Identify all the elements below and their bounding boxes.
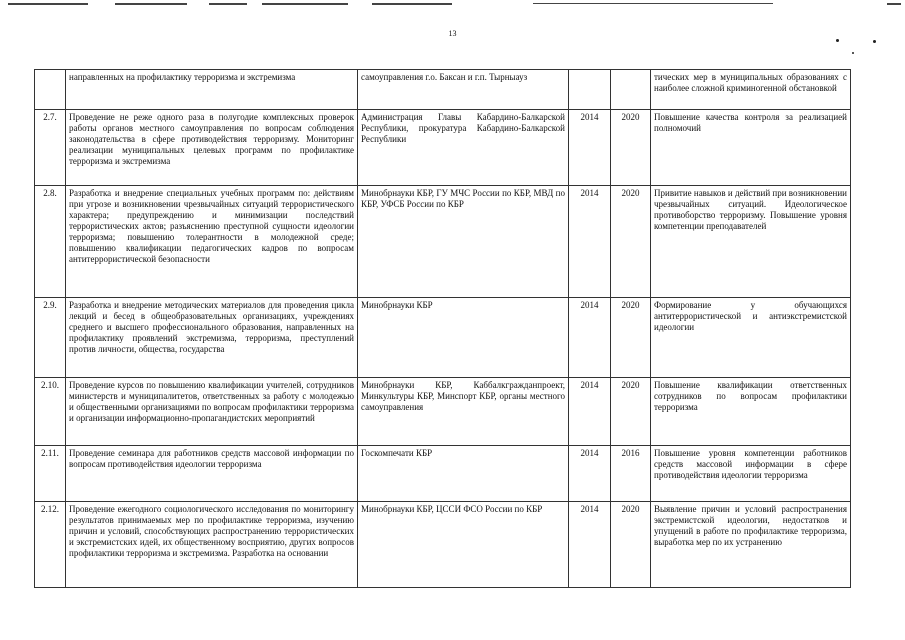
result-text: Формирование у обучающихся антитеррористической и антиэкстремистской идеологии bbox=[651, 298, 851, 378]
table-row bbox=[35, 446, 851, 502]
item-number: 2.12. bbox=[35, 502, 66, 588]
result-text: Повышение качества контроля за реализацией полномочий bbox=[651, 110, 851, 186]
item-number: 2.11. bbox=[35, 446, 66, 502]
scan-artifact-line bbox=[372, 3, 452, 5]
item-number: 2.8. bbox=[35, 186, 66, 298]
start-year: 2014 bbox=[569, 446, 611, 502]
executors-text: Минобрнауки КБР, ЦССИ ФСО России по КБР bbox=[358, 502, 569, 588]
scan-artifact-line bbox=[115, 3, 187, 5]
measure-text: направленных на профилактику терроризма и экстремизма bbox=[66, 70, 358, 110]
end-year: 2020 bbox=[611, 378, 651, 446]
measure-text: Разработка и внедрение методических материалов для проведения цикла лекций и бесед в общеобразовательных организациях, учреждениях среднего и высшего профессионального образования, направленных на профилактику проявлений экстремизма, терроризма, преступлений против личности, общества, государства bbox=[66, 298, 358, 378]
scan-artifact-line bbox=[209, 3, 247, 5]
end-year: 2020 bbox=[611, 298, 651, 378]
end-year: 2016 bbox=[611, 446, 651, 502]
item-number: 2.7. bbox=[35, 110, 66, 186]
result-text: Повышение уровня компетенции работников средств массовой информации в сфере противодействия идеологии терроризма bbox=[651, 446, 851, 502]
table-row bbox=[35, 70, 851, 110]
measure-text: Разработка и внедрение специальных учебных программ по: действиям при угрозе и возникновении чрезвычайных ситуаций террористического характера; предупреждению и минимизации последствий террористических актов; разъяснению преступной сущности идеологии терроризма; повышению толерантности в молодежной среде; повышению квалификации педагогических кадров по вопросам антитеррористической безопасности bbox=[66, 186, 358, 298]
scan-artifact-line bbox=[533, 3, 773, 4]
executors-text: Минобрнауки КБР, Каббалкгражданпроект, Минкультуры КБР, Минспорт КБР, органы местного самоуправления bbox=[358, 378, 569, 446]
table-row bbox=[35, 502, 851, 588]
executors-text: Минобрнауки КБР bbox=[358, 298, 569, 378]
start-year: 2014 bbox=[569, 110, 611, 186]
end-year: 2020 bbox=[611, 186, 651, 298]
item-number: 2.9. bbox=[35, 298, 66, 378]
result-text: Выявление причин и условий распространения экстремистской идеологии, недостатков и упущений в работе по профилактике терроризма, выработка мер по их устранению bbox=[651, 502, 851, 588]
scan-dot bbox=[852, 52, 854, 54]
start-year: 2014 bbox=[569, 378, 611, 446]
executors-text: Администрация Главы Кабардино-Балкарской Республики, прокуратура Кабардино-Балкарской Республики bbox=[358, 110, 569, 186]
scan-dot bbox=[873, 40, 876, 43]
start-year: 2014 bbox=[569, 186, 611, 298]
executors-text: самоуправления г.о. Баксан и г.п. Тырныауз bbox=[358, 70, 569, 110]
table-row bbox=[35, 110, 851, 186]
page-number: 13 bbox=[448, 29, 457, 38]
measure-text: Проведение семинара для работников средств массовой информации по вопросам противодействия идеологии терроризма bbox=[66, 446, 358, 502]
start-year: 2014 bbox=[569, 298, 611, 378]
table-row bbox=[35, 298, 851, 378]
start-year: 2014 bbox=[569, 502, 611, 588]
table-row bbox=[35, 186, 851, 298]
table-row bbox=[35, 378, 851, 446]
measure-text: Проведение не реже одного раза в полугодие комплексных проверок работы органов местного самоуправления по вопросам соблюдения законодательства в сфере противодействия терроризму. Мониторинг реализации муниципальных целевых программ по профилактике терроризма и экстремизма bbox=[66, 110, 358, 186]
measure-text: Проведение курсов по повышению квалификации учителей, сотрудников министерств и муниципалитетов, ответственных за работу с молодежью и общественными организациями по вопросам профилактики терроризма и организации информационно-пропагандистских мероприятий bbox=[66, 378, 358, 446]
result-text: Привитие навыков и действий при возникновении чрезвычайных ситуаций. Идеологическое противоборство терроризму. Повышение уровня компетенции преподавателей bbox=[651, 186, 851, 298]
start-year bbox=[569, 70, 611, 110]
scan-dot bbox=[836, 39, 839, 42]
result-text: Повышение квалификации ответственных сотрудников по вопросам профилактики терроризма bbox=[651, 378, 851, 446]
item-number: 2.10. bbox=[35, 378, 66, 446]
scan-artifact-line bbox=[8, 3, 88, 5]
end-year: 2020 bbox=[611, 502, 651, 588]
executors-text: Госкомпечати КБР bbox=[358, 446, 569, 502]
measure-text: Проведение ежегодного социологического исследования по мониторингу результатов принимаемых мер по профилактике терроризма, изучению причин и условий, способствующих распространению террористических и экстремистских идей, их общественному восприятию, других вопросов профилактики терроризма и экстремизма. Разработка на основании bbox=[66, 502, 358, 588]
item-number bbox=[35, 70, 66, 110]
measures-table bbox=[34, 69, 851, 588]
result-text: тических мер в муниципальных образованиях с наиболее сложной криминогенной обстановкой bbox=[651, 70, 851, 110]
end-year bbox=[611, 70, 651, 110]
scan-artifact-line bbox=[262, 3, 348, 5]
executors-text: Минобрнауки КБР, ГУ МЧС России по КБР, МВД по КБР, УФСБ России по КБР bbox=[358, 186, 569, 298]
end-year: 2020 bbox=[611, 110, 651, 186]
scan-artifact-line bbox=[887, 3, 901, 5]
